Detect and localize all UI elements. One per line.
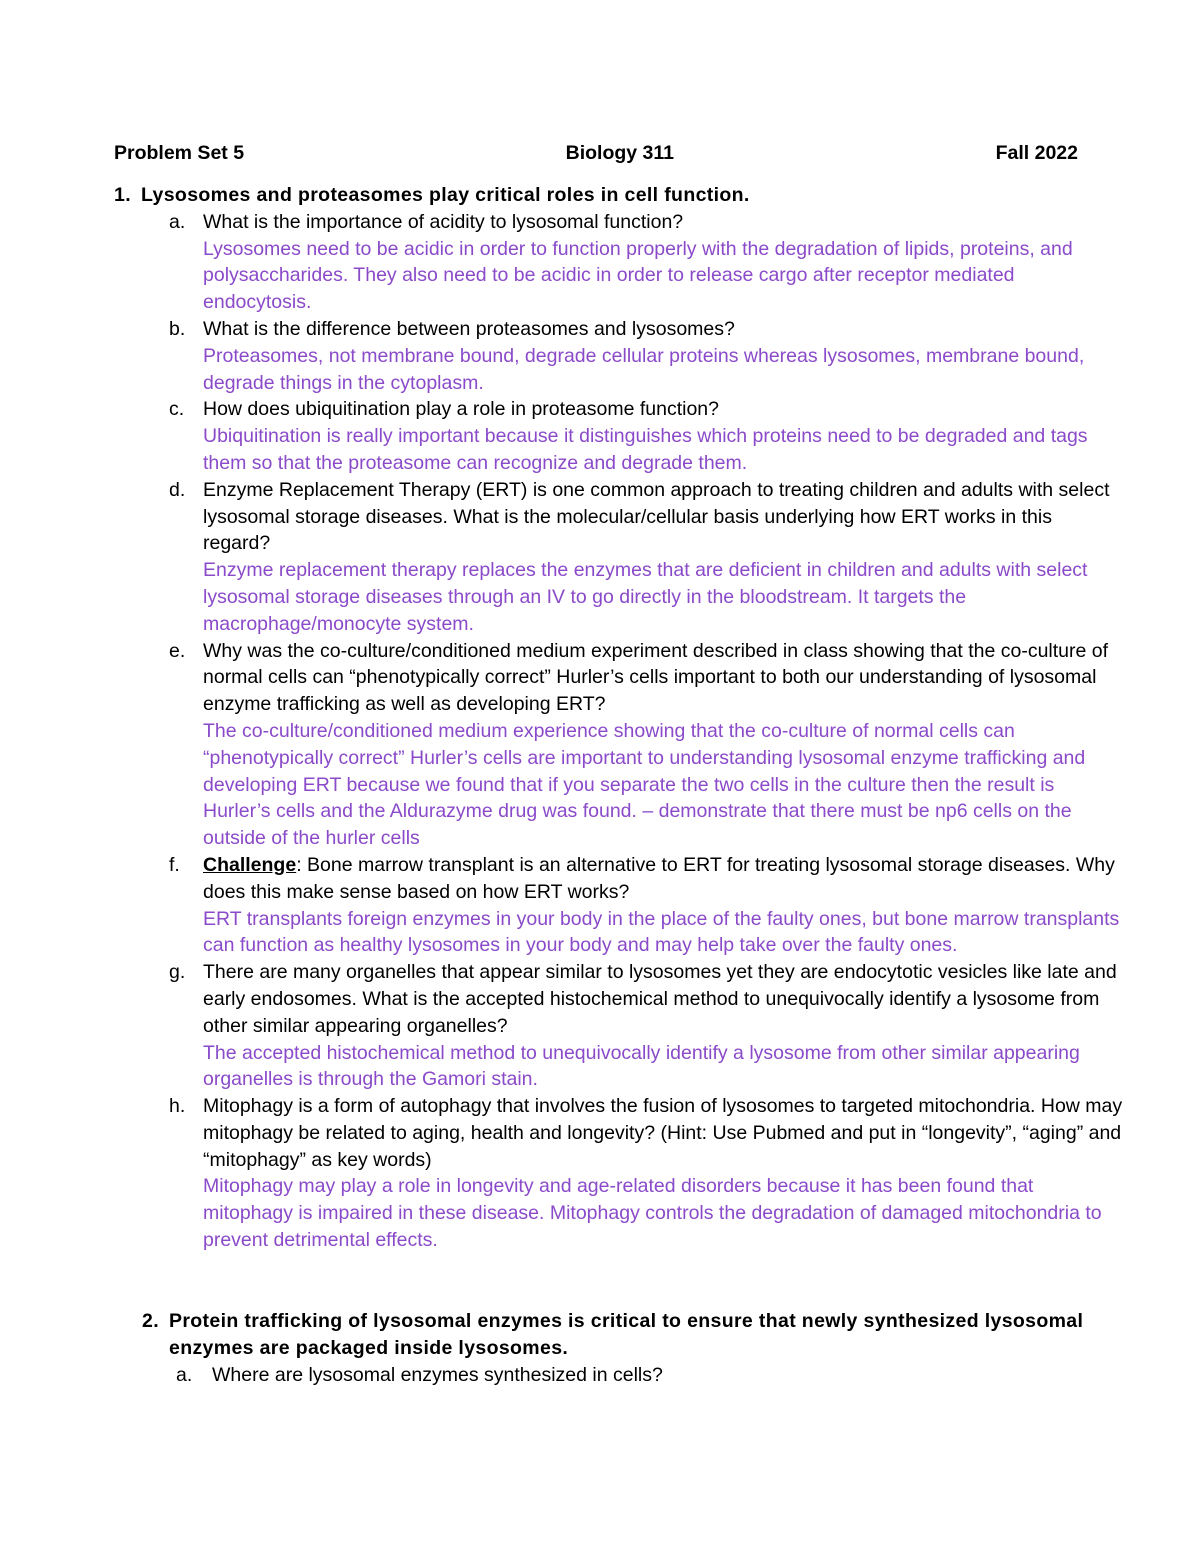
list-item xyxy=(114,852,1124,959)
header-problem-set: Problem Set 5 xyxy=(114,142,245,164)
list-item xyxy=(114,1362,1124,1389)
question-text: Why was the co-culture/conditioned medium experiment described in class showing that the co-culture of normal cells can “phenotypically correct” Hurler’s cells important to both our understanding of lysosomal enzyme trafficking as well as developing ERT? xyxy=(203,639,1109,716)
list-item xyxy=(114,477,1124,638)
item-letter: c. xyxy=(169,398,185,421)
question-2-title: Protein trafficking of lysosomal enzymes is critical to ensure that newly synthesized lysosomal enzymes are packaged inside lysosomes. xyxy=(169,1310,1084,1359)
question-text xyxy=(203,852,1124,906)
challenge-label: Challenge xyxy=(203,853,297,876)
header-course: Biology 311 xyxy=(565,142,675,164)
list-item xyxy=(114,1093,1124,1254)
question-1-items xyxy=(114,209,1124,1254)
item-letter: g. xyxy=(169,961,186,984)
question-text: Mitophagy is a form of autophagy that involves the fusion of lysosomes to targeted mitochondria. How may mitophagy be related to aging, health and longevity? (Hint: Use Pubmed and put in “longevity”, “aging” and “mitophagy” as key words) xyxy=(203,1095,1123,1171)
question-text-rest: : Bone marrow transplant is an alternative to ERT for treating lysosomal storage diseases. Why does this make sense based on how ERT works? xyxy=(203,853,1115,903)
answer-text: ERT transplants foreign enzymes in your body in the place of the faulty ones, but bone marrow transplants can function as healthy lysosomes in your body and may help take over the faulty ones. xyxy=(203,907,1120,957)
question-1-heading xyxy=(114,182,1124,209)
question-2-number: 2. xyxy=(142,1310,159,1332)
question-text: Where are lysosomal enzymes synthesized in cells? xyxy=(212,1363,663,1386)
question-1 xyxy=(114,182,1124,1254)
answer-text: Proteasomes, not membrane bound, degrade cellular proteins whereas lysosomes, membrane bound, degrade things in the cytoplasm. xyxy=(203,344,1085,394)
answer-text: Enzyme replacement therapy replaces the enzymes that are deficient in children and adults with select lysosomal storage diseases through an IV to go directly in the bloodstream. It targets the macrophage/monocyte system. xyxy=(203,559,1088,635)
answer-text: The accepted histochemical method to unequivocally identify a lysosome from other similar appearing organelles is through the Gamori stain. xyxy=(203,1041,1080,1091)
question-1-number: 1. xyxy=(114,184,131,206)
question-1-title: Lysosomes and proteasomes play critical roles in cell function. xyxy=(141,184,750,206)
list-item xyxy=(114,959,1124,1093)
list-item xyxy=(114,638,1124,852)
list-item xyxy=(114,316,1124,396)
question-text: What is the importance of acidity to lysosomal function? xyxy=(203,210,684,233)
answer-text: The co-culture/conditioned medium experience showing that the co-culture of normal cells can “phenotypically correct” Hurler’s cells are important to understanding lysosomal enzyme trafficking and developing ERT because we found that if you separate the two cells in the culture then the result is Hurler’s cells and the Aldurazyme drug was found. – demonstrate that there must be np6 cells on the outside of the hurler cells xyxy=(203,719,1086,850)
answer-text: Mitophagy may play a role in longevity and age-related disorders because it has been found that mitophagy is impaired in these disease. Mitophagy controls the degradation of damaged mitochondria to prevent detrimental effects. xyxy=(203,1175,1102,1252)
item-letter: a. xyxy=(176,1363,193,1386)
question-text: There are many organelles that appear similar to lysosomes yet they are endocytotic vesicles like late and early endosomes. What is the accepted histochemical method to unequivocally identify a lysosome from other similar appearing organelles? xyxy=(203,961,1117,1037)
answer-text: Lysosomes need to be acidic in order to function properly with the degradation of lipids, proteins, and polysaccharides. They also need to be acidic in order to release cargo after receptor mediated endocytosis. xyxy=(203,237,1073,314)
item-letter: b. xyxy=(169,317,186,340)
item-letter: h. xyxy=(169,1095,186,1118)
list-item xyxy=(114,396,1124,476)
item-letter: a. xyxy=(169,210,186,233)
page-header xyxy=(114,140,1078,167)
answer-text: Ubiquitination is really important because it distinguishes which proteins need to be degraded and tags them so that the proteasome can recognize and degrade them. xyxy=(203,425,1088,474)
header-term: Fall 2022 xyxy=(995,142,1078,164)
item-letter: e. xyxy=(169,639,186,662)
item-letter: d. xyxy=(169,478,186,501)
question-2-items xyxy=(114,1362,1124,1389)
question-2-heading xyxy=(114,1308,1124,1362)
item-letter: f. xyxy=(169,853,180,876)
question-text: Enzyme Replacement Therapy (ERT) is one common approach to treating children and adults with select lysosomal storage diseases. What is the molecular/cellular basis underlying how ERT works in this regard? xyxy=(203,478,1110,555)
question-text: How does ubiquitination play a role in proteasome function? xyxy=(203,398,719,421)
list-item xyxy=(114,209,1124,316)
question-text: What is the difference between proteasomes and lysosomes? xyxy=(203,317,735,340)
question-2 xyxy=(114,1308,1124,1388)
